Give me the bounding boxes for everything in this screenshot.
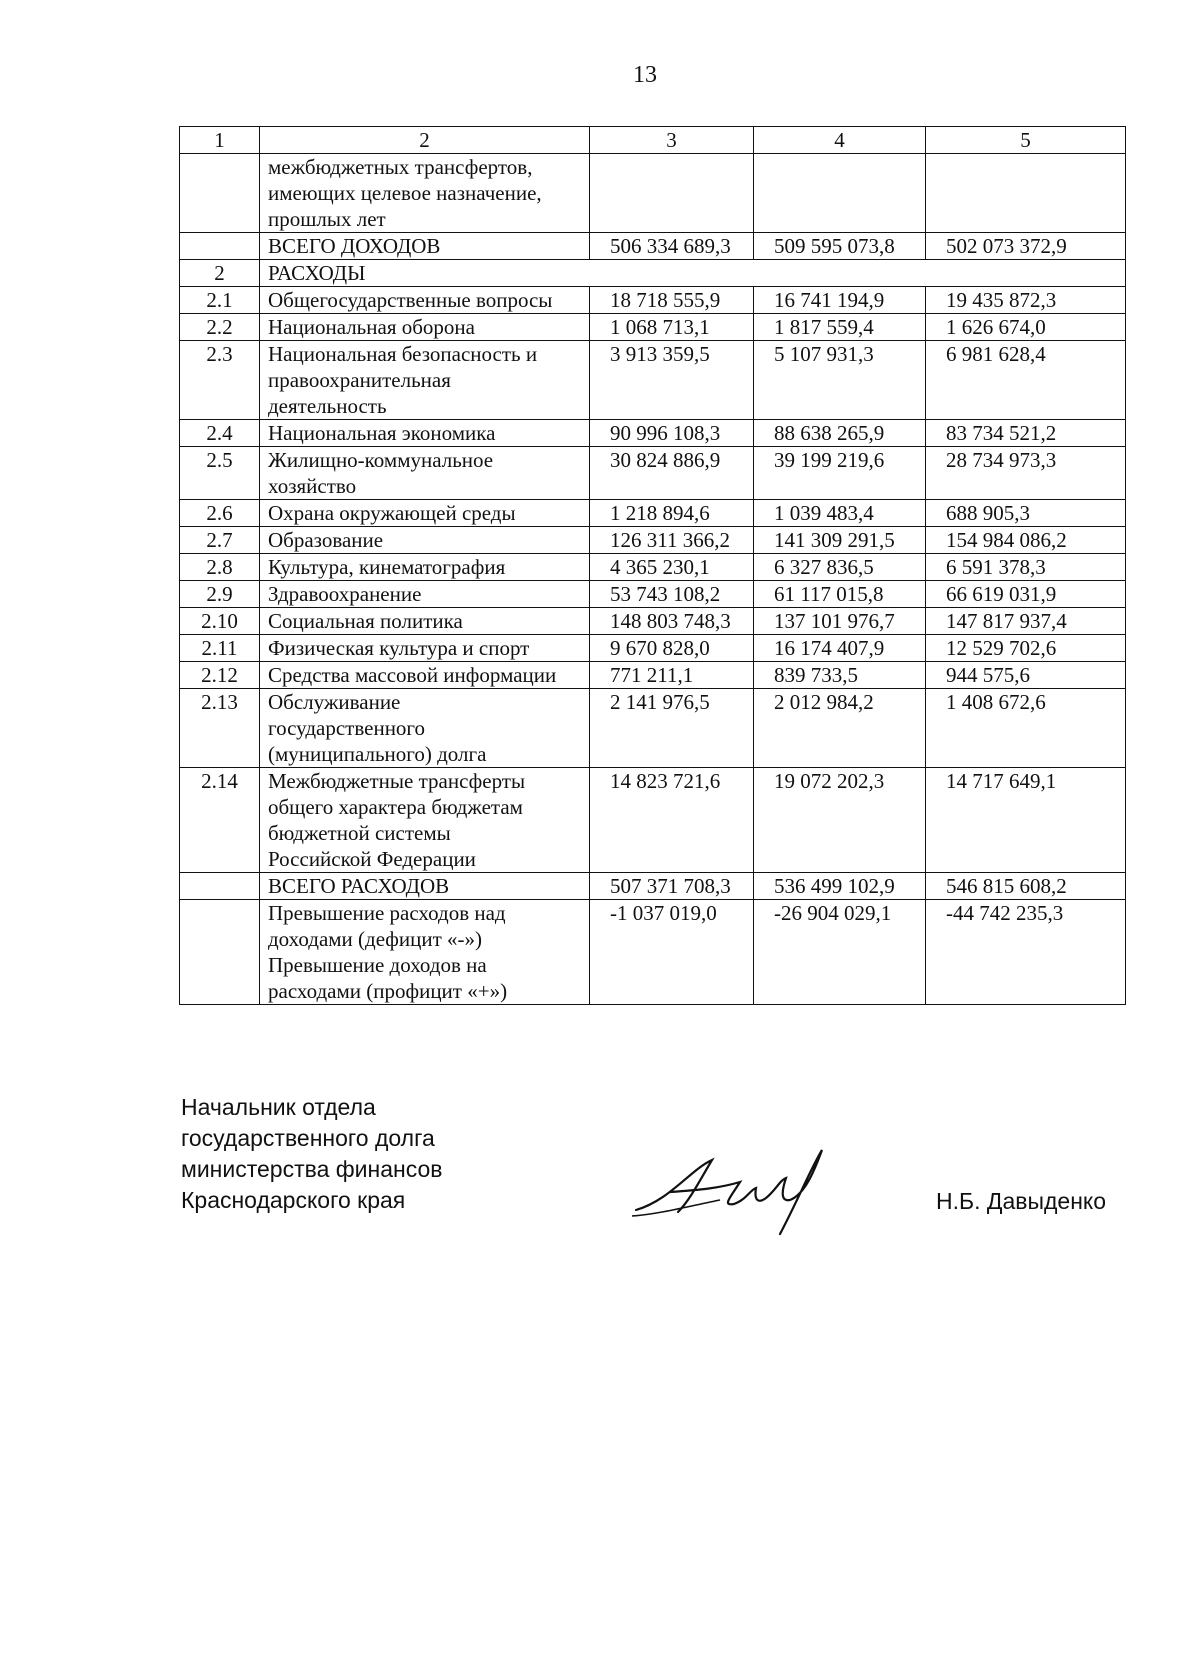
row-value-3: -1 037 019,0 — [590, 900, 754, 1005]
row-label-line: Охрана окружающей среды — [268, 501, 516, 525]
row-label — [260, 447, 590, 500]
table-row — [180, 314, 1126, 341]
row-value-5: 83 734 521,2 — [926, 420, 1126, 447]
position-line: Краснодарского края — [181, 1187, 406, 1213]
row-code: 2.8 — [180, 554, 260, 581]
row-value-4: 16 174 407,9 — [754, 635, 926, 662]
row-label — [260, 287, 590, 314]
row-label-line: (муниципального) долга — [268, 742, 487, 766]
page-number: 13 — [633, 62, 657, 88]
row-value-3: 1 218 894,6 — [590, 500, 754, 527]
row-label — [260, 608, 590, 635]
row-value-3: 507 371 708,3 — [590, 873, 754, 900]
row-label — [260, 768, 590, 873]
row-value-5: 1 408 672,6 — [926, 689, 1126, 768]
row-value-4: 61 117 015,8 — [754, 581, 926, 608]
row-label-line: ВСЕГО РАСХОДОВ — [268, 874, 450, 898]
row-label-line: правоохранительная — [268, 368, 451, 392]
row-label-line: доходами (дефицит «-») — [268, 927, 483, 951]
table-row — [180, 581, 1126, 608]
row-label-line: Средства массовой информации — [268, 663, 557, 687]
table-row — [180, 900, 1126, 1005]
row-label-line: Культура, кинематография — [268, 555, 506, 579]
table-row — [180, 233, 1126, 260]
row-label-line: межбюджетных трансфертов, — [268, 155, 533, 179]
row-value-5: 14 717 649,1 — [926, 768, 1126, 873]
row-label-line: Межбюджетные трансферты — [268, 769, 526, 793]
table-row — [180, 527, 1126, 554]
handwritten-signature — [630, 1130, 840, 1240]
header-col-2: 2 — [260, 127, 590, 154]
row-label-line: Национальная оборона — [268, 315, 475, 339]
row-value-4: 839 733,5 — [754, 662, 926, 689]
row-code — [180, 873, 260, 900]
row-label-line: общего характера бюджетам — [268, 795, 523, 819]
table-row — [180, 447, 1126, 500]
row-value-4: 5 107 931,3 — [754, 341, 926, 420]
row-code — [180, 233, 260, 260]
table-row — [180, 500, 1126, 527]
table-header-row — [180, 127, 1126, 154]
row-value-4: 39 199 219,6 — [754, 447, 926, 500]
table-row — [180, 554, 1126, 581]
row-value-3: 90 996 108,3 — [590, 420, 754, 447]
row-value-4: 536 499 102,9 — [754, 873, 926, 900]
row-label-line: Национальная безопасность и — [268, 342, 538, 366]
row-value-5: 147 817 937,4 — [926, 608, 1126, 635]
position-line: Начальник отдела — [181, 1094, 376, 1120]
row-code: 2.12 — [180, 662, 260, 689]
row-label-line: Национальная экономика — [268, 421, 496, 445]
table-row — [180, 689, 1126, 768]
row-value-4 — [754, 154, 926, 233]
header-col-5: 5 — [926, 127, 1126, 154]
row-code: 2.14 — [180, 768, 260, 873]
row-value-4: 1 039 483,4 — [754, 500, 926, 527]
table-row — [180, 662, 1126, 689]
row-value-4: 16 741 194,9 — [754, 287, 926, 314]
row-value-3: 53 743 108,2 — [590, 581, 754, 608]
row-value-3: 1 068 713,1 — [590, 314, 754, 341]
row-label — [260, 662, 590, 689]
row-value-4: 137 101 976,7 — [754, 608, 926, 635]
row-value-3: 2 141 976,5 — [590, 689, 754, 768]
row-value-3: 4 365 230,1 — [590, 554, 754, 581]
row-value-5: 28 734 973,3 — [926, 447, 1126, 500]
row-label-line: Российской Федерации — [268, 847, 476, 871]
table-row — [180, 341, 1126, 420]
row-label — [260, 314, 590, 341]
row-code: 2.1 — [180, 287, 260, 314]
position-line: министерства финансов — [181, 1156, 443, 1182]
header-col-3: 3 — [590, 127, 754, 154]
row-label — [260, 500, 590, 527]
row-value-3: 18 718 555,9 — [590, 287, 754, 314]
row-code: 2.5 — [180, 447, 260, 500]
row-label-line: Превышение доходов на — [268, 953, 487, 977]
row-value-4: 1 817 559,4 — [754, 314, 926, 341]
row-code: 2.9 — [180, 581, 260, 608]
row-value-3: 30 824 886,9 — [590, 447, 754, 500]
header-col-1: 1 — [180, 127, 260, 154]
row-value-5 — [926, 154, 1126, 233]
row-value-5: 546 815 608,2 — [926, 873, 1126, 900]
row-value-3: 9 670 828,0 — [590, 635, 754, 662]
row-label — [260, 527, 590, 554]
row-label — [260, 420, 590, 447]
row-value-3: 14 823 721,6 — [590, 768, 754, 873]
row-label-line: Физическая культура и спорт — [268, 636, 530, 660]
row-value-3: 771 211,1 — [590, 662, 754, 689]
row-value-4: -26 904 029,1 — [754, 900, 926, 1005]
row-value-4: 141 309 291,5 — [754, 527, 926, 554]
row-label-line: деятельность — [268, 394, 387, 418]
row-label — [260, 260, 1126, 287]
row-value-5: 1 626 674,0 — [926, 314, 1126, 341]
row-label-line: Здравоохранение — [268, 582, 422, 606]
position-line: государственного долга — [181, 1125, 435, 1151]
row-code: 2.6 — [180, 500, 260, 527]
row-label-line: государственного — [268, 716, 426, 740]
row-label — [260, 581, 590, 608]
row-value-3 — [590, 154, 754, 233]
row-label-line: Обслуживание — [268, 690, 401, 714]
row-label-line: Жилищно-коммунальное — [268, 448, 494, 472]
row-label — [260, 233, 590, 260]
row-label — [260, 635, 590, 662]
row-label-line: Образование — [268, 528, 384, 552]
row-value-3: 148 803 748,3 — [590, 608, 754, 635]
row-label-line: Общегосударственные вопросы — [268, 288, 553, 312]
table-row — [180, 635, 1126, 662]
row-value-5: 6 981 628,4 — [926, 341, 1126, 420]
table-row — [180, 420, 1126, 447]
row-label-line: прошлых лет — [268, 207, 386, 231]
row-code: 2.2 — [180, 314, 260, 341]
row-value-4: 2 012 984,2 — [754, 689, 926, 768]
table-row — [180, 260, 1126, 287]
row-label-line: хозяйство — [268, 474, 357, 498]
row-code: 2.7 — [180, 527, 260, 554]
row-value-5: 66 619 031,9 — [926, 581, 1126, 608]
table-row — [180, 768, 1126, 873]
row-value-5: 19 435 872,3 — [926, 287, 1126, 314]
row-code: 2.3 — [180, 341, 260, 420]
row-label — [260, 873, 590, 900]
signatory-position — [181, 1092, 442, 1216]
budget-table — [179, 126, 1126, 1005]
row-value-3: 126 311 366,2 — [590, 527, 754, 554]
row-value-4: 6 327 836,5 — [754, 554, 926, 581]
table-row — [180, 287, 1126, 314]
row-label-line: Превышение расходов над — [268, 901, 506, 925]
row-label-line: РАСХОДЫ — [268, 261, 366, 285]
row-value-5: 12 529 702,6 — [926, 635, 1126, 662]
row-code: 2.10 — [180, 608, 260, 635]
row-value-3: 3 913 359,5 — [590, 341, 754, 420]
row-code — [180, 900, 260, 1005]
row-label-line: расходами (профицит «+») — [268, 979, 508, 1003]
row-value-5: 688 905,3 — [926, 500, 1126, 527]
row-code — [180, 154, 260, 233]
table-row — [180, 608, 1126, 635]
table-row — [180, 154, 1126, 233]
row-code: 2.4 — [180, 420, 260, 447]
row-value-4: 88 638 265,9 — [754, 420, 926, 447]
row-value-5: 502 073 372,9 — [926, 233, 1126, 260]
row-code: 2 — [180, 260, 260, 287]
row-label — [260, 900, 590, 1005]
row-label-line: бюджетной системы — [268, 821, 451, 845]
row-value-4: 509 595 073,8 — [754, 233, 926, 260]
row-label-line: имеющих целевое назначение, — [268, 181, 542, 205]
row-code: 2.13 — [180, 689, 260, 768]
row-label-line: Социальная политика — [268, 609, 463, 633]
row-label — [260, 154, 590, 233]
row-value-4: 19 072 202,3 — [754, 768, 926, 873]
row-label — [260, 341, 590, 420]
row-value-3: 506 334 689,3 — [590, 233, 754, 260]
header-col-4: 4 — [754, 127, 926, 154]
row-value-5: -44 742 235,3 — [926, 900, 1126, 1005]
row-label — [260, 554, 590, 581]
row-value-5: 6 591 378,3 — [926, 554, 1126, 581]
row-label-line: ВСЕГО ДОХОДОВ — [268, 234, 441, 258]
row-value-5: 154 984 086,2 — [926, 527, 1126, 554]
row-code: 2.11 — [180, 635, 260, 662]
signatory-name: Н.Б. Давыденко — [936, 1188, 1107, 1214]
row-value-5: 944 575,6 — [926, 662, 1126, 689]
table-row — [180, 873, 1126, 900]
row-label — [260, 689, 590, 768]
